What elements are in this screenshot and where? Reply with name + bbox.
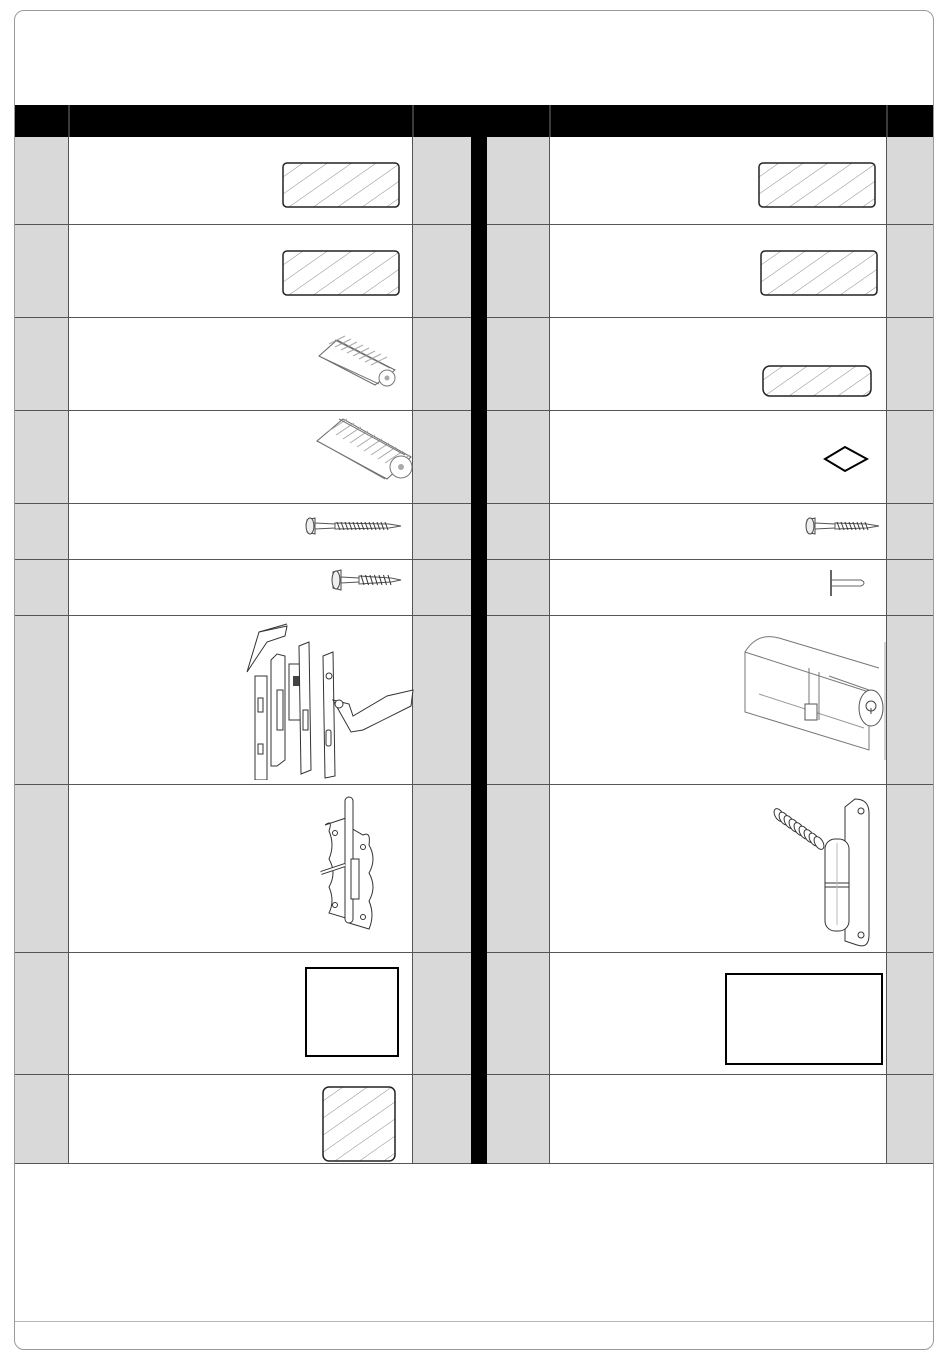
- header-bar-right: [487, 105, 933, 137]
- hatched-board-icon: [281, 161, 401, 209]
- row-9-left-code-cell: [15, 953, 68, 1075]
- row-4-right-qty-cell: [886, 411, 933, 504]
- rect-panel-icon: [725, 973, 883, 1065]
- row-6-right-qty-cell: [886, 560, 933, 616]
- row-10-right-code-cell: [487, 1075, 549, 1164]
- large-dowel-icon: [315, 413, 415, 483]
- row-2-right-code-cell: [487, 225, 549, 318]
- row-2-left-code-cell: [15, 225, 68, 318]
- hatched-board-icon: [281, 249, 401, 297]
- row-1-left-code-cell: [15, 137, 68, 225]
- row-5-left-code-cell: [15, 504, 68, 560]
- row-10-left-code-cell: [15, 1075, 68, 1164]
- long-screw-icon: [305, 514, 403, 540]
- tbar-hinge-icon: [315, 795, 381, 931]
- row-10-left-qty-cell: [412, 1075, 471, 1164]
- row-7-left-code-cell: [15, 616, 68, 785]
- hatched-strip-icon: [761, 364, 873, 398]
- row-8-left-code-cell: [15, 785, 68, 953]
- row-7-right-qty-cell: [886, 616, 933, 785]
- parts-table: [15, 105, 933, 1164]
- diamond-plate-icon: [823, 445, 869, 475]
- header-bar-left: [15, 105, 471, 137]
- row-8-left-qty-cell: [412, 785, 471, 953]
- mortise-lock-set-icon: [237, 620, 425, 780]
- row-5-right-code-cell: [487, 504, 549, 560]
- row-9-right-code-cell: [487, 953, 549, 1075]
- long-screw-icon: [805, 514, 881, 540]
- row-9-right-qty-cell: [886, 953, 933, 1075]
- row-3-left-qty-cell: [412, 318, 471, 411]
- row-1-right-code-cell: [487, 137, 549, 225]
- row-2-right-qty-cell: [886, 225, 933, 318]
- hatched-square-icon: [321, 1085, 397, 1163]
- row-3-left-code-cell: [15, 318, 68, 411]
- screw-hinge-pin-icon: [765, 795, 879, 951]
- row-5-left-qty-cell: [412, 504, 471, 560]
- row-5-right-qty-cell: [886, 504, 933, 560]
- row-10-right-qty-cell: [886, 1075, 933, 1164]
- row-4-left-code-cell: [15, 411, 68, 504]
- instruction-sheet: [14, 10, 934, 1350]
- center-divider: [471, 105, 487, 1164]
- footer-rule: [15, 1321, 933, 1322]
- euro-cylinder-icon: [739, 632, 889, 760]
- row-1-right-qty-cell: [886, 137, 933, 225]
- row-6-left-qty-cell: [412, 560, 471, 616]
- hatched-board-icon: [759, 249, 879, 297]
- row-3-right-code-cell: [487, 318, 549, 411]
- short-screw-icon: [331, 568, 403, 596]
- row-6-left-code-cell: [15, 560, 68, 616]
- row-7-right-code-cell: [487, 616, 549, 785]
- square-panel-icon: [305, 967, 399, 1057]
- row-8-right-qty-cell: [886, 785, 933, 953]
- row-4-left-qty-cell: [412, 411, 471, 504]
- row-8-right-code-cell: [487, 785, 549, 953]
- hatched-board-icon: [757, 161, 877, 209]
- small-dowel-icon: [315, 330, 407, 394]
- row-1-left-qty-cell: [412, 137, 471, 225]
- row-4-right-code-cell: [487, 411, 549, 504]
- row-3-right-qty-cell: [886, 318, 933, 411]
- row-10-right-desc-cell: [549, 1075, 886, 1164]
- row-2-left-qty-cell: [412, 225, 471, 318]
- row-9-left-qty-cell: [412, 953, 471, 1075]
- nail-icon: [823, 568, 873, 600]
- row-6-right-code-cell: [487, 560, 549, 616]
